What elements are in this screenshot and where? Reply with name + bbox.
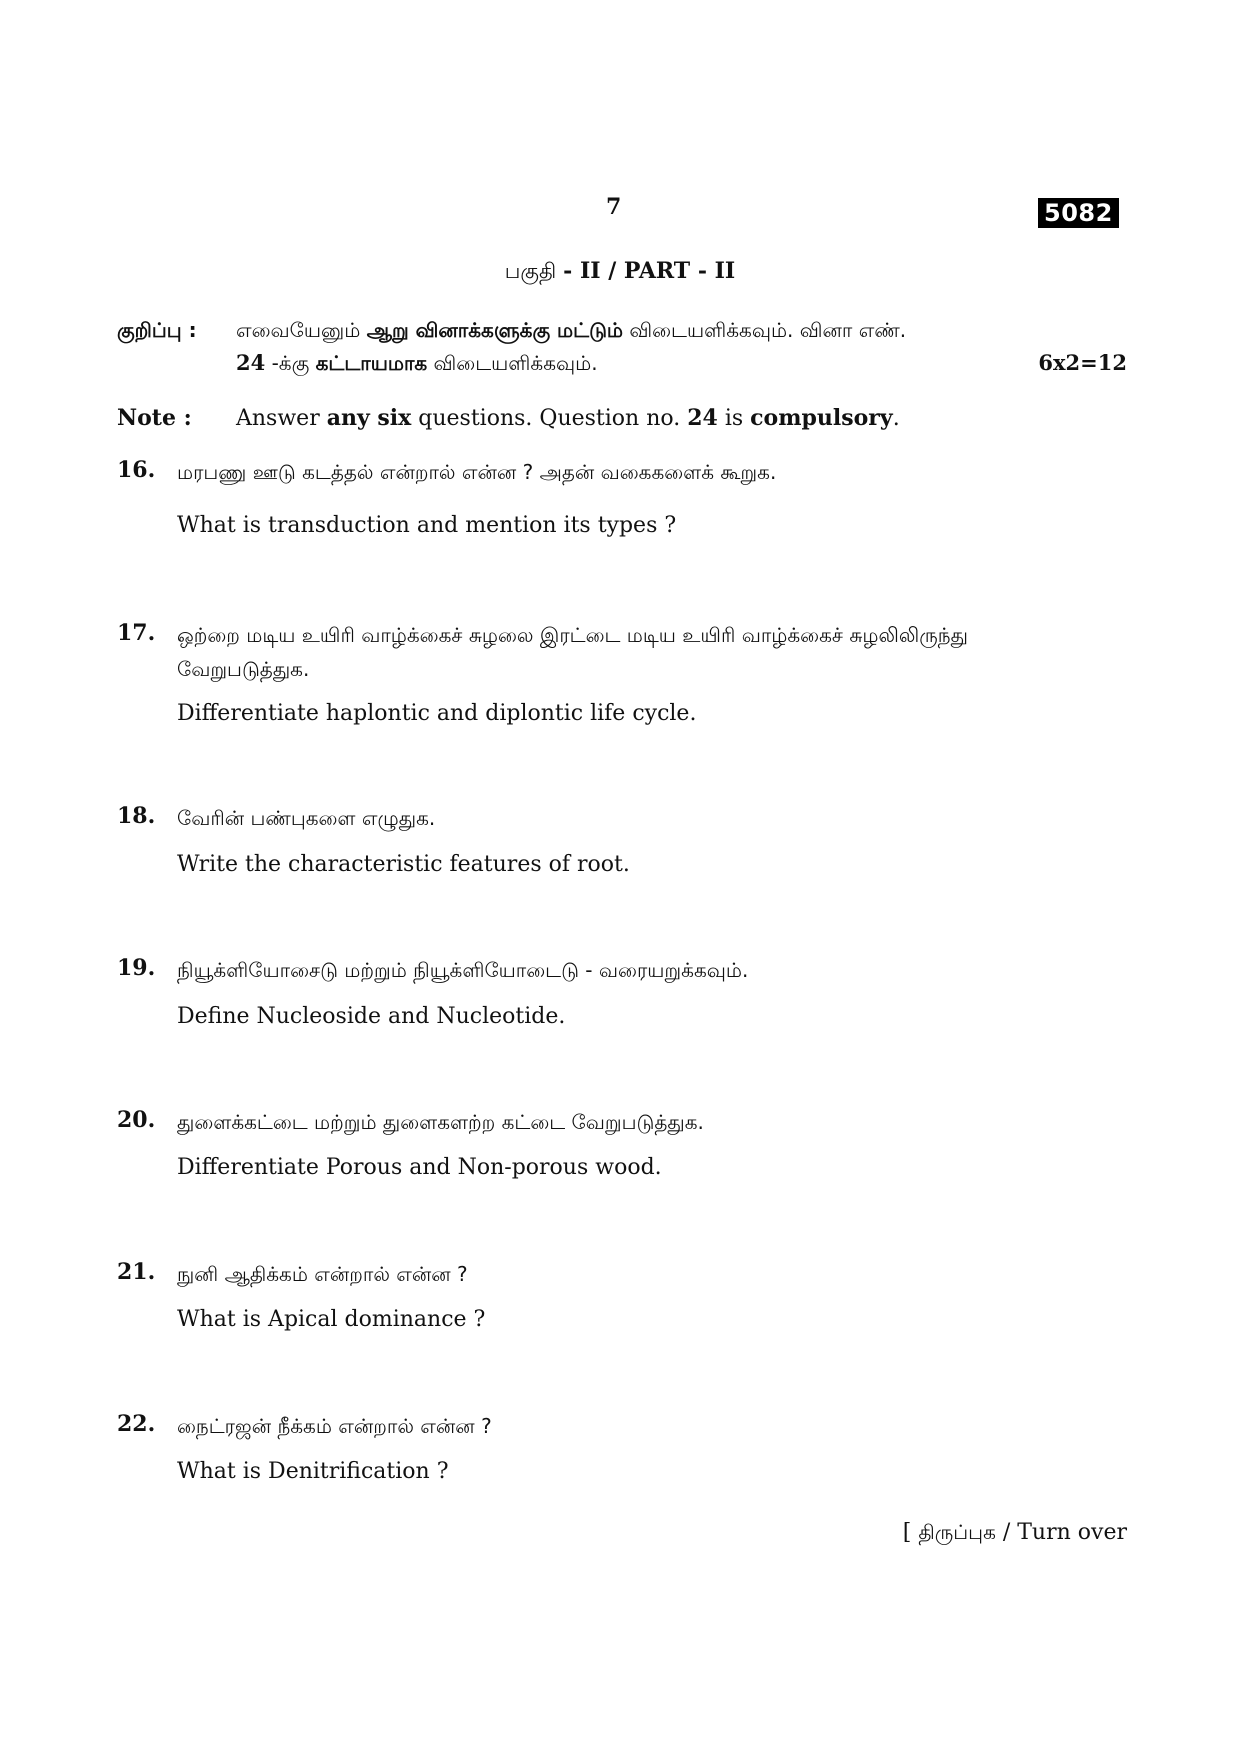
question-number: 18. bbox=[117, 803, 156, 829]
page-number: 7 bbox=[606, 194, 622, 220]
note-text: questions. Question no. bbox=[411, 406, 688, 431]
question-tamil: நியூக்ளியோசைடு மற்றும் நியூக்ளியோடைடு - வரையறுக்கவும். bbox=[177, 958, 749, 982]
note-emphasis: any six bbox=[326, 405, 412, 431]
question-tamil: நுனி ஆதிக்கம் என்றால் என்ன ? bbox=[177, 1262, 468, 1286]
tamil-note-label: குறிப்பு : bbox=[117, 318, 197, 342]
question-tamil: ஒற்றை மடிய உயிரி வாழ்க்கைச் சுழலை இரட்டை மடிய உயிரி வாழ்க்கைச் சுழலிலிருந்து வேறுபடுத்துக. bbox=[177, 623, 968, 681]
question-number: 17. bbox=[117, 620, 156, 646]
question-english: Differentiate Porous and Non-porous wood. bbox=[177, 1155, 662, 1180]
question-english: Write the characteristic features of root. bbox=[177, 852, 630, 877]
marks-allocation: 6x2=12 bbox=[1038, 350, 1127, 375]
tamil-note-line-1 bbox=[236, 318, 906, 345]
question-number: 22. bbox=[117, 1411, 156, 1437]
tamil-note-text: விடையளிக்கவும். bbox=[427, 351, 598, 375]
question-tamil: துளைக்கட்டை மற்றும் துளைகளற்ற கட்டை வேறுபடுத்துக. bbox=[177, 1110, 704, 1134]
note-text: is bbox=[717, 406, 751, 431]
tamil-note-question-number: 24 bbox=[236, 350, 266, 375]
note-emphasis: 24 bbox=[687, 405, 718, 431]
question-english: What is Apical dominance ? bbox=[177, 1307, 486, 1332]
tamil-note-line-2 bbox=[236, 350, 598, 378]
note-text: Answer bbox=[236, 406, 327, 431]
tamil-note-text: விடையளிக்கவும். வினா எண். bbox=[623, 318, 907, 342]
question-number: 21. bbox=[117, 1259, 156, 1285]
question-tamil: நைட்ரஜன் நீக்கம் என்றால் என்ன ? bbox=[177, 1414, 492, 1438]
part-title-english: - II / PART - II bbox=[563, 258, 736, 284]
part-title bbox=[0, 258, 1240, 286]
paper-code-badge: 5082 bbox=[1038, 198, 1119, 228]
english-note-label: Note : bbox=[117, 405, 192, 431]
tamil-note-text: எவையேனும் bbox=[236, 318, 367, 342]
question-english: Differentiate haplontic and diplontic life cycle. bbox=[177, 701, 697, 726]
tamil-note-text: -க்கு bbox=[265, 351, 316, 375]
question-tamil: வேரின் பண்புகளை எழுதுக. bbox=[177, 806, 436, 830]
question-english: Define Nucleoside and Nucleotide. bbox=[177, 1004, 566, 1029]
footer-bracket: [ bbox=[902, 1520, 919, 1545]
question-number: 19. bbox=[117, 955, 156, 981]
question-tamil: மரபணு ஊடு கடத்தல் என்றால் என்ன ? அதன் வகைகளைக் கூறுக. bbox=[177, 460, 777, 484]
note-emphasis: compulsory bbox=[750, 405, 893, 431]
question-english: What is Denitrification ? bbox=[177, 1459, 449, 1484]
note-text: . bbox=[892, 406, 900, 431]
part-title-tamil: பகுதி bbox=[504, 259, 557, 283]
turn-over-note bbox=[903, 1520, 1127, 1547]
footer-tamil: திருப்புக bbox=[918, 1520, 996, 1544]
question-number: 16. bbox=[117, 457, 156, 483]
question-english: What is transduction and mention its types ? bbox=[177, 513, 677, 538]
tamil-note-emphasis: ஆறு வினாக்களுக்கு மட்டும் bbox=[366, 318, 624, 342]
english-note-text bbox=[236, 405, 900, 431]
question-number: 20. bbox=[117, 1107, 156, 1133]
tamil-note-emphasis: கட்டாயமாக bbox=[315, 351, 428, 375]
footer-english: / Turn over bbox=[995, 1520, 1127, 1545]
